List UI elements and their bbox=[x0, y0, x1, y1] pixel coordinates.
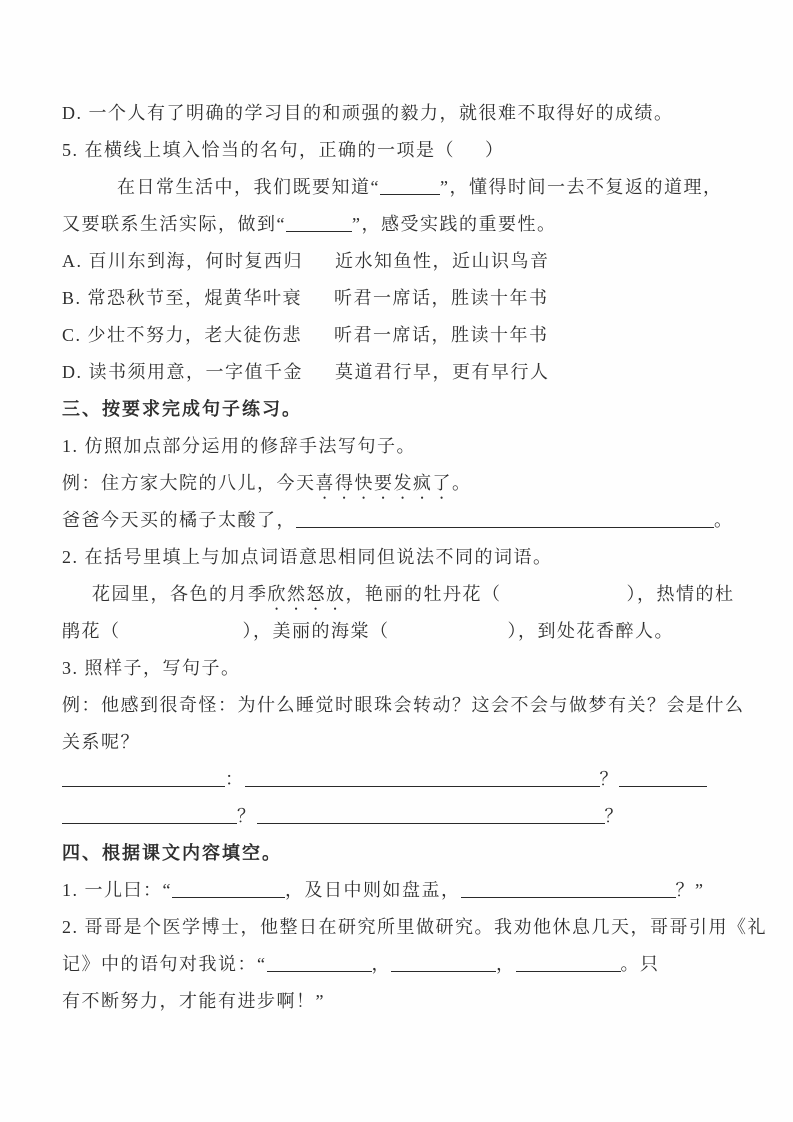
text-segment: 1. 仿照加点部分运用的修辞手法写句子。 bbox=[62, 436, 416, 456]
text-segment: ，及日中则如盘盂， bbox=[285, 880, 461, 900]
section-3-q2-passage-line-2 bbox=[62, 613, 740, 650]
answer-space bbox=[302, 303, 334, 304]
text-segment: ， bbox=[496, 954, 516, 974]
text-segment: ） bbox=[485, 140, 505, 160]
section-4-q2-line-1 bbox=[62, 909, 767, 946]
text-segment: 鹃花（ bbox=[62, 621, 121, 641]
fill-in-blank-line bbox=[245, 771, 600, 787]
question-5-stem bbox=[62, 132, 740, 169]
section-3-heading bbox=[62, 391, 740, 428]
fill-in-blank-line bbox=[62, 808, 237, 824]
text-segment: 爸爸今天买的橘子太酸了， bbox=[62, 510, 296, 530]
text-segment: 听君一席话，胜读十年书 bbox=[334, 325, 549, 345]
text-segment: 5. 在横线上填入恰当的名句，正确的一项是（ bbox=[62, 140, 455, 160]
answer-space bbox=[502, 599, 627, 600]
text-segment: D. 一个人有了明确的学习目的和顽强的毅力，就很难不取得好的成绩。 bbox=[62, 103, 674, 123]
section-3-q3-stem bbox=[62, 650, 740, 687]
fill-in-blank-line bbox=[286, 216, 352, 232]
section-3-q3-example-line-1 bbox=[62, 687, 745, 724]
text-segment: D. 读书须用意，一字值千金 bbox=[62, 362, 303, 382]
text-segment: ”，懂得时间一去不复返的道理， bbox=[440, 177, 723, 197]
text-segment: 。 bbox=[452, 473, 472, 493]
text-segment: 听君一席话，胜读十年书 bbox=[334, 288, 549, 308]
section-4-q2-line-2 bbox=[62, 946, 740, 983]
fill-in-blank-line bbox=[516, 956, 621, 972]
question-4-option-d bbox=[62, 95, 740, 132]
text-segment: A. 百川东到海，何时复西归 bbox=[62, 251, 303, 271]
answer-space bbox=[303, 266, 335, 267]
fill-in-blank-line bbox=[172, 882, 285, 898]
fill-in-blank-line bbox=[391, 956, 496, 972]
emphasis-dotted-text: 喜得快要发疯了 bbox=[315, 473, 452, 493]
text-segment: 有不断努力，才能有进步啊！” bbox=[62, 991, 325, 1011]
text-segment: ？ bbox=[237, 806, 257, 826]
fill-in-blank-line bbox=[62, 771, 225, 787]
text-segment: ，艳丽的牡丹花（ bbox=[345, 584, 502, 604]
text-segment: 关系呢？ bbox=[62, 732, 140, 752]
text-segment: ），到处花香醉人。 bbox=[507, 621, 674, 641]
section-3-q2-stem bbox=[62, 539, 740, 576]
text-segment: ？” bbox=[675, 880, 705, 900]
text-segment: 。 bbox=[714, 510, 734, 530]
section-3-q2-passage-line-1 bbox=[62, 576, 740, 613]
section-3-q3-example-line-2 bbox=[62, 724, 740, 761]
fill-in-blank-line bbox=[461, 882, 676, 898]
text-segment: 又要联系生活实际，做到“ bbox=[62, 214, 286, 234]
text-segment: ”，感受实践的重要性。 bbox=[352, 214, 557, 234]
emphasis-dotted-text: 欣然怒放 bbox=[267, 584, 346, 604]
text-segment: ？ bbox=[599, 769, 619, 789]
text-segment: 2. 哥哥是个医学博士，他整日在研究所里做研究。我劝他休息几天，哥哥引用《礼 bbox=[62, 917, 767, 937]
section-3-q1-example bbox=[62, 465, 740, 502]
section-3-q3-answer-line-1 bbox=[62, 761, 740, 798]
section-4-q1 bbox=[62, 872, 740, 909]
answer-space bbox=[390, 636, 508, 637]
answer-space bbox=[303, 377, 335, 378]
question-5-option-b bbox=[62, 280, 740, 317]
text-segment: ， bbox=[371, 954, 391, 974]
fill-in-blank-line bbox=[380, 179, 440, 195]
question-5-passage-line-2 bbox=[62, 206, 740, 243]
question-5-option-a bbox=[62, 243, 740, 280]
text-segment: ？ bbox=[604, 806, 624, 826]
text-segment: 近水知鱼性，近山识鸟音 bbox=[335, 251, 550, 271]
text-segment: ），美丽的海棠（ bbox=[242, 621, 390, 641]
section-3-q3-answer-line-2 bbox=[62, 798, 740, 835]
question-5-option-d bbox=[62, 354, 740, 391]
fill-in-blank-line bbox=[619, 771, 707, 787]
text-segment: 记》中的语句对我说：“ bbox=[62, 954, 267, 974]
text-segment: 。只 bbox=[620, 954, 660, 974]
question-5-option-c bbox=[62, 317, 740, 354]
fill-in-blank-line bbox=[257, 808, 605, 824]
text-segment: 四、根据课文内容填空。 bbox=[62, 843, 282, 863]
answer-space bbox=[302, 340, 334, 341]
fill-in-blank-line bbox=[296, 512, 714, 528]
text-segment: 1. 一儿曰：“ bbox=[62, 880, 172, 900]
answer-space bbox=[455, 155, 485, 156]
section-3-q1-answer-line bbox=[62, 502, 740, 539]
text-segment: 例：他感到很奇怪：为什么睡觉时眼珠会转动？这会不会与做梦有关？会是什么 bbox=[62, 695, 745, 715]
text-segment: 3. 照样子，写句子。 bbox=[62, 658, 241, 678]
text-segment: ： bbox=[225, 769, 245, 789]
answer-space bbox=[121, 636, 243, 637]
section-4-q2-line-3 bbox=[62, 983, 740, 1020]
text-segment: 在日常生活中，我们既要知道“ bbox=[117, 177, 380, 197]
text-segment: 例：住方家大院的八儿，今天 bbox=[62, 473, 316, 493]
text-segment: ），热情的杜 bbox=[626, 584, 735, 604]
text-segment: B. 常恐秋节至，焜黄华叶衰 bbox=[62, 288, 303, 308]
question-5-passage-line-1 bbox=[62, 169, 740, 206]
text-segment: 2. 在括号里填上与加点词语意思相同但说法不同的词语。 bbox=[62, 547, 553, 567]
document-body bbox=[62, 95, 767, 1020]
section-3-q1-stem bbox=[62, 428, 740, 465]
text-segment: 莫道君行早，更有早行人 bbox=[335, 362, 550, 382]
text-segment: 花园里，各色的月季 bbox=[92, 584, 268, 604]
section-4-heading bbox=[62, 835, 740, 872]
fill-in-blank-line bbox=[267, 956, 372, 972]
text-segment: 三、按要求完成句子练习。 bbox=[62, 399, 302, 419]
text-segment: C. 少壮不努力，老大徒伤悲 bbox=[62, 325, 303, 345]
